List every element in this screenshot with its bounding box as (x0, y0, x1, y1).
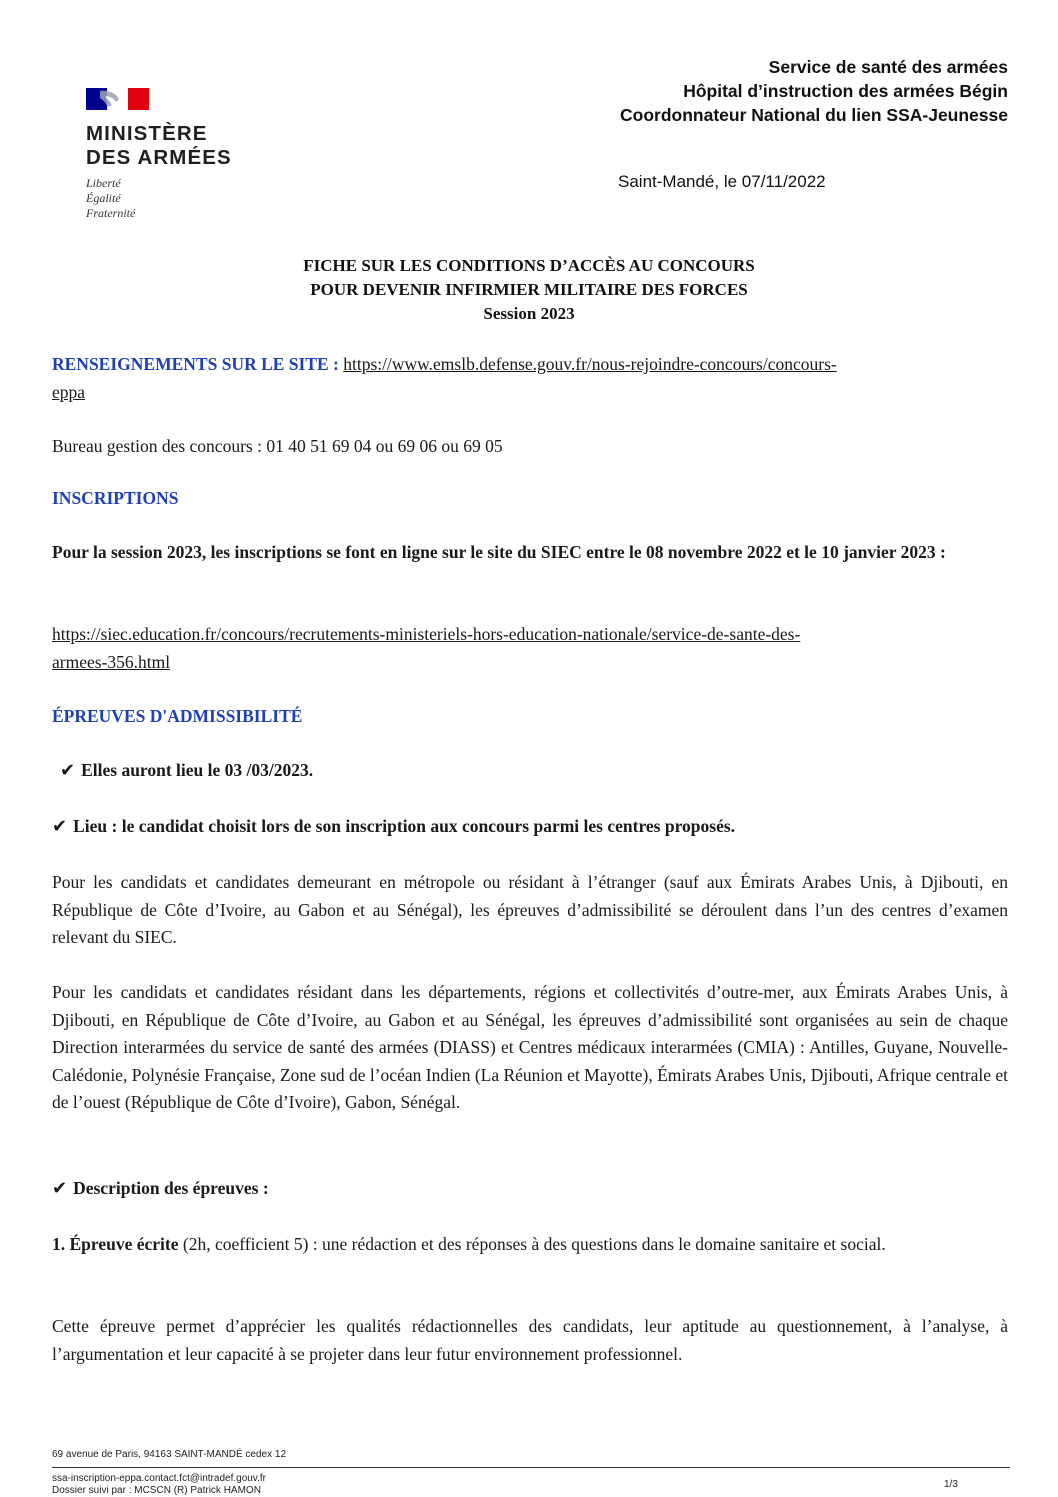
issuer-header (620, 55, 1008, 127)
checkmark-icon: ✔ (60, 760, 76, 781)
footer-contact (52, 1473, 266, 1497)
admissibilite-heading: ÉPREUVES D'ADMISSIBILITÉ (52, 706, 303, 726)
footer-divider (52, 1467, 1010, 1468)
issuer-line-2: Hôpital d’instruction des armées Bégin (683, 81, 1008, 101)
emslb-link[interactable]: https://www.emslb.defense.gouv.fr/nous-rejoindre-concours/concours- eppa (52, 354, 837, 402)
siec-link[interactable]: https://siec.education.fr/concours/recrutements-ministeriels-hors-education-nationale/service-de-sante-des- armees-356.html (52, 624, 801, 672)
inscriptions-heading: INSCRIPTIONS (52, 488, 179, 508)
renseignements-heading: RENSEIGNEMENTS SUR LE SITE : (52, 354, 339, 374)
epreuve-ecrite-item (52, 1231, 1008, 1259)
paragraph-epreuve-purpose: Cette épreuve permet d’apprécier les qualités rédactionnelles des candidats, leur aptitude au questionnement, à l’analyse, à l’argumentation et leur capacité à se projeter dans leur futur environnement professionnel. (52, 1316, 1008, 1364)
motto-liberte: Liberté (86, 176, 121, 190)
footer-email[interactable]: ssa-inscription-eppa.contact.fct@intradef.gouv.fr (52, 1473, 266, 1484)
paragraph-metropole: Pour les candidats et candidates demeurant en métropole ou résidant à l’étranger (sauf aux Émirats Arabes Unis, à Djibouti, en République de Côte d’Ivoire, au Gabon et au Sénégal), les épreuves d’admissibilité se déroulent dans l’un des centres d’examen relevant du SIEC. (52, 872, 1008, 947)
motto-egalite: Égalité (86, 191, 121, 205)
siec-link-block (52, 621, 1008, 676)
check-item-date: ✔ Elles auront lieu le 03 /03/2023. (60, 760, 314, 781)
logo-line-1: MINISTÈRE (86, 122, 208, 145)
logo-line-2: DES ARMÉES (86, 146, 232, 169)
ministry-logo (86, 88, 286, 221)
check-item-lieu: ✔ Lieu : le candidat choisit lors de son inscription aux concours parmi les centres proposés. (52, 816, 736, 837)
checkmark-icon: ✔ (52, 1178, 68, 1199)
inscriptions-text: Pour la session 2023, les inscriptions se font en ligne sur le site du SIEC entre le 08 novembre 2022 et le 10 janvier 2023 : (52, 542, 946, 562)
motto-fraternite: Fraternité (86, 206, 136, 220)
document-date: Saint-Mandé, le 07/11/2022 (618, 172, 826, 191)
page-number: 1/3 (944, 1479, 958, 1490)
footer-address: 69 avenue de Paris, 94163 SAINT-MANDÉ cedex 12 (52, 1449, 287, 1460)
issuer-line-1: Service de santé des armées (768, 57, 1008, 77)
issuer-line-3: Coordonnateur National du lien SSA-Jeunesse (620, 105, 1008, 125)
title-line-3: Session 2023 (483, 304, 575, 323)
paragraph-outremer: Pour les candidats et candidates résidant dans les départements, régions et collectivités d’outre-mer, aux Émirats Arabes Unis, à Djibouti, en République de Côte d’Ivoire, au Gabon et au Sénégal, les épreuves d’admissibilité sont organisées au sein de chaque Direction interarmées du service de santé des armées (DIASS) et Centres médicaux interarmées (CMIA) : Antilles, Guyane, Nouvelle-Calédonie, Polynésie Française, Zone sud de l’océan Indien (La Réunion et Mayotte), Émirats Arabes Unis, Djibouti, Afrique centrale et de l’ouest (République de Côte d’Ivoire), Gabon, Sénégal. (52, 982, 1008, 1112)
check-item-description: ✔ Description des épreuves : (52, 1178, 269, 1199)
marianne-flag-icon (86, 88, 149, 110)
epreuve-ecrite-text: (2h, coefficient 5) : une rédaction et des réponses à des questions dans le domaine sanitaire et social. (178, 1234, 886, 1254)
renseignements-section (52, 351, 1008, 406)
epreuve-ecrite-label: 1. Épreuve écrite (52, 1234, 179, 1254)
title-line-2: POUR DEVENIR INFIRMIER MILITAIRE DES FORCES (310, 280, 748, 299)
title-line-1: FICHE SUR LES CONDITIONS D’ACCÈS AU CONCOURS (303, 256, 755, 275)
footer-dossier: Dossier suivi par : MCSCN (R) Patrick HAMON (52, 1485, 261, 1496)
checkmark-icon: ✔ (52, 816, 68, 837)
document-title (0, 254, 1058, 326)
bureau-contact: Bureau gestion des concours : 01 40 51 69 04 ou 69 06 ou 69 05 (52, 436, 503, 456)
